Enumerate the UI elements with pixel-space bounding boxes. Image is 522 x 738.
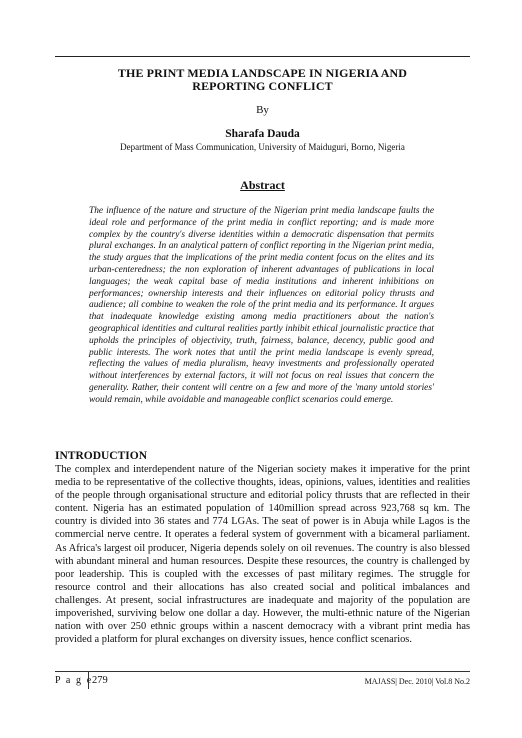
author-affiliation: Department of Mass Communication, University of Maiduguri, Borno, Nigeria — [120, 142, 405, 152]
paper-title — [55, 67, 470, 93]
page-divider — [88, 672, 89, 689]
top-rule — [55, 56, 470, 57]
by-line: By — [256, 104, 269, 116]
page-number: 279 — [92, 675, 108, 686]
title-line-1: THE PRINT MEDIA LANDSCAPE IN NIGERIA AND — [117, 66, 408, 80]
abstract-text: The influence of the nature and structure of the Nigerian print media landscape faults the ideal role and performance of the print media in conflict reporting; and is made more complex by the country's diverse identities within a democratic dispensation that permits plural exchanges. In an analytical pattern of conflict reporting in the Nigerian print media, the study argues that the implications of the print media content focus on the elites and its urban-centeredness; the non exploration of inherent advantages of publications in local languages; the weak capital base of media institutions and inherent inhibitions on performances; ownership interests and their influences on editorial policy thrusts and audience; all combine to weaken the role of the print media and its performance. It argues that inadequate knowledge existing among media practitioners about the nation's geographical identities and cultural realities partly inhibit ethical journalistic practice that upholds the principles of objectivity, truth, fairness, balance, decency, public good and public interests. The work notes that until the print media landscape is evenly spread, reflecting the values of media pluralism, heavy investments and professionally operated without interferences by external factors, it will not focus on real issues that concern the generality. Rather, their content will centre on a few and more of the 'many untold stories' would remain, while avoidable and manageable conflict scenarios could emerge. — [89, 206, 434, 405]
introduction-text: The complex and interdependent nature of the Nigerian society makes it imperative for the print media to be representative of the collective thoughts, ideas, opinions, values, identities and realities of the people through organisational structure and editorial policy thrusts that are reflected in their content. Nigeria has an estimated population of 140million spread across 923,768 sq km. The country is divided into 36 states and 774 LGAs. The seat of power is in Abuja while Lagos is the commercial nerve centre. It operates a federal system of government with a bicameral parliament. As Africa's largest oil producer, Nigeria depends solely on oil revenues. The country is also blessed with abundant mineral and human resources. Despite these resources, the country is challenged by poor leadership. This is coupled with the excesses of past military regimes. The struggle for resource control and their allocations has also created social and political imbalances and challenges. At present, social infrastructures are inadequate and majority of the population are impoverished, surviving below one dollar a day. However, the multi-ethnic nature of the Nigerian nation with over 250 ethnic groups within a nascent democracy with a vibrant print media has provided a platform for plural exchanges on diversity issues, hence conflict scenarios. — [55, 464, 470, 646]
page-label: P a g e — [55, 675, 93, 686]
title-line-2: REPORTING CONFLICT — [192, 79, 333, 93]
journal-reference: MAJASS| Dec. 2010| Vol.8 No.2 — [364, 677, 470, 686]
abstract-heading: Abstract — [240, 178, 285, 192]
author-name: Sharafa Dauda — [225, 128, 300, 140]
footer-rule — [55, 671, 470, 672]
introduction-heading: INTRODUCTION — [55, 450, 148, 462]
